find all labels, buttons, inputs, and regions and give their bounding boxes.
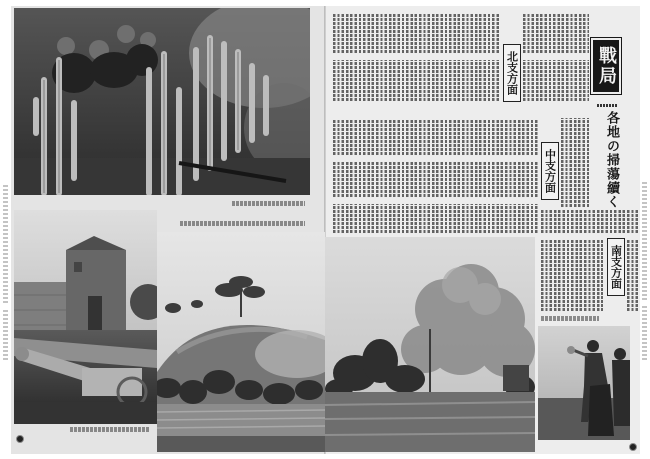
photo-smoke-village bbox=[325, 237, 535, 452]
page-number-mark-left bbox=[16, 435, 24, 443]
photo-caption bbox=[70, 427, 150, 432]
body-text-column bbox=[561, 118, 590, 208]
body-text-column bbox=[333, 60, 500, 102]
scan-watermark-right bbox=[642, 180, 647, 300]
subhead-central: 中支方面 bbox=[541, 142, 559, 200]
scan-watermark-left bbox=[3, 185, 8, 303]
scan-watermark-left-bracket bbox=[3, 310, 8, 360]
section-label: 戰局 bbox=[593, 40, 619, 92]
body-text-column bbox=[333, 120, 538, 156]
page-number-mark-right bbox=[629, 443, 637, 451]
body-text-column bbox=[523, 60, 589, 102]
body-text-column bbox=[627, 240, 638, 312]
headline-rule bbox=[597, 104, 617, 107]
photo-caption bbox=[180, 221, 305, 226]
body-text-column bbox=[333, 162, 538, 198]
article-headline: 各地の掃蕩續く bbox=[604, 111, 619, 209]
body-text-column bbox=[333, 204, 538, 234]
body-text-column bbox=[541, 210, 638, 234]
subhead-north: 北支方面 bbox=[503, 44, 521, 102]
photo-soldiers-cactus bbox=[14, 8, 310, 195]
subhead-south: 南支方面 bbox=[607, 238, 625, 296]
scan-watermark-right-bracket bbox=[642, 305, 647, 360]
body-text-column bbox=[523, 14, 589, 54]
photo-caption bbox=[232, 201, 305, 206]
photo-building-cannon bbox=[14, 210, 157, 424]
body-text-column bbox=[333, 14, 500, 54]
body-text-column bbox=[541, 240, 603, 312]
photo-hill-trees bbox=[157, 232, 325, 452]
photo-caption bbox=[541, 316, 599, 321]
photo-soldiers-bugle bbox=[538, 326, 630, 440]
